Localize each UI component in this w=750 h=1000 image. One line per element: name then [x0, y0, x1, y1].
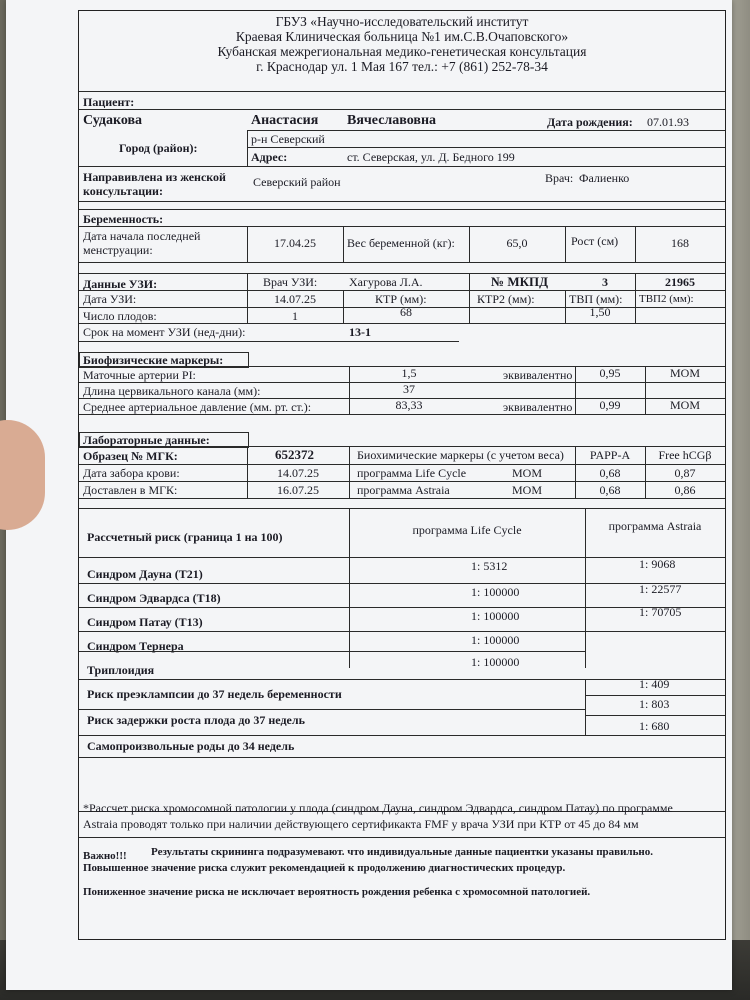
us-date-value: 14.07.25	[274, 292, 316, 306]
divider	[575, 366, 576, 414]
lmp-value: 17.04.25	[274, 236, 316, 250]
divider	[79, 583, 725, 584]
prog1-hcg: 0,87	[674, 466, 696, 480]
divider	[343, 226, 344, 262]
term-label: Срок на момент УЗИ (нед-дни):	[83, 325, 246, 339]
divider	[79, 651, 585, 652]
header-line-4: г. Краснодар ул. 1 Мая 167 тел.: +7 (861) 252-78-34	[256, 59, 548, 74]
divider	[349, 446, 350, 498]
notice-line-1: Результаты скрининга подразумевают. что индивидуальные данные пациентки указаны правильно.	[151, 846, 654, 858]
fetus-label: Число плодов:	[83, 309, 157, 323]
notice-important: Важно!!!	[83, 850, 127, 862]
height-label: Рост (см)	[571, 234, 619, 248]
prog1-label: программа Life Cycle	[357, 466, 467, 480]
ktr-label: КТР (мм):	[375, 292, 427, 306]
prog1-pappa: 0,68	[599, 466, 621, 480]
divider	[349, 366, 350, 414]
referral-value: Северский район	[253, 175, 341, 189]
sample-value: 652372	[275, 447, 314, 462]
risk-row-label: Синдром Дауна (Т21)	[87, 567, 203, 581]
bio-row-label: Среднее артериальное давление (мм. рт. ст.):	[83, 400, 312, 414]
bio-row-unit: МОМ	[669, 366, 700, 380]
bio-row-value: 83,33	[395, 398, 423, 412]
hcg-label: Free hCGβ	[658, 448, 712, 462]
divider	[79, 91, 725, 92]
risk-row-label: Синдром Эдвардса (Т18)	[87, 591, 221, 605]
bio-row-eq: 0,95	[599, 366, 621, 380]
divider	[79, 557, 725, 558]
risk-header-label: Рассчетный риск (граница 1 на 100)	[87, 530, 283, 544]
divider	[247, 147, 725, 148]
risk-extra-value: 1: 409	[639, 677, 670, 691]
risk-row-lc: 1: 100000	[471, 609, 520, 623]
divider	[79, 757, 725, 758]
risk-row-as: 1: 22577	[639, 582, 682, 596]
deliver-label: Доставлен в МГК:	[83, 483, 178, 497]
risk-extra-label: Риск задержки роста плода до 37 недель	[87, 713, 305, 727]
paper-sheet	[6, 0, 732, 990]
risk-col1-label: программа Life Cycle	[412, 523, 522, 537]
divider	[79, 262, 725, 263]
tvp-label: ТВП (мм):	[569, 292, 623, 306]
collect-value: 14.07.25	[277, 466, 319, 480]
divider	[469, 273, 470, 323]
bio-row-value: 1,5	[401, 366, 417, 380]
risk-row-lc: 1: 100000	[471, 633, 520, 647]
risk-extra-label: Риск преэклампсии до 37 недель беременности	[87, 687, 342, 701]
address-label: Адрес:	[251, 150, 288, 164]
divider	[79, 226, 725, 227]
risk-extra-value: 1: 803	[639, 697, 670, 711]
fetus-value: 1	[292, 309, 298, 323]
patient-section-label: Пациент:	[83, 95, 135, 109]
ultrasound-section-label: Данные УЗИ:	[83, 277, 158, 291]
risk-row-as: 1: 9068	[639, 557, 676, 571]
us-doctor-value: Хагурова Л.А.	[349, 275, 423, 289]
risk-row-label: Синдром Тернера	[87, 639, 184, 653]
mkpd-val: 21965	[665, 275, 695, 289]
divider	[565, 226, 566, 262]
prog2-label: программа Astraia	[357, 483, 450, 497]
thumb	[0, 420, 45, 530]
document-form	[78, 10, 726, 940]
divider	[585, 715, 725, 716]
risk-row-label: Синдром Патау (Т13)	[87, 615, 203, 629]
divider	[79, 607, 725, 608]
us-date-label: Дата УЗИ:	[83, 292, 137, 306]
ktr2-label: КТР2 (мм):	[477, 292, 535, 306]
divider	[79, 837, 725, 838]
risk-row-label: Триплоидия	[87, 663, 155, 677]
lmp-label-2: менструации:	[83, 243, 153, 257]
risk-extra-label: Самопроизвольные роды до 34 недель	[87, 739, 295, 753]
tvp-value: 1,50	[589, 305, 611, 319]
divider	[79, 273, 725, 274]
risk-row-lc: 1: 5312	[471, 559, 508, 573]
referral-label-2: консультации:	[83, 184, 163, 198]
bio-row-value: 37	[403, 382, 415, 396]
risk-extra-value: 1: 680	[639, 719, 670, 733]
weight-value: 65,0	[506, 236, 528, 250]
divider	[79, 508, 725, 509]
prog2-pappa: 0,68	[599, 483, 621, 497]
divider	[79, 498, 725, 499]
risk-row-as: 1: 70705	[639, 605, 682, 619]
us-doctor-label: Врач УЗИ:	[263, 275, 318, 289]
divider	[79, 735, 725, 736]
tvp2-label: ТВП2 (мм):	[639, 293, 694, 305]
doctor-value: Фалиенко	[579, 171, 630, 185]
prog2-unit: МОМ	[511, 483, 542, 497]
patient-first-name: Анастасия	[251, 113, 319, 128]
bio-row-label: Маточные артерии PI:	[83, 368, 196, 382]
divider	[645, 366, 646, 414]
notice-line-3: Пониженное значение риска не исключает вероятность рождения ребенка с хромосомной патологией.	[83, 886, 591, 898]
risk-row-lc: 1: 100000	[471, 585, 520, 599]
footnote-line-1: *Рассчет риска хромосомной патологии у плода (синдром Дауна, синдром Эдвардса, синдром Патау) по программе	[83, 801, 673, 815]
bio-row-unit: МОМ	[669, 398, 700, 412]
prog2-hcg: 0,86	[674, 483, 696, 497]
risk-col2-label: программа Astraia	[608, 519, 702, 533]
bio-row-eq-label: эквивалентно	[503, 400, 573, 414]
divider	[247, 130, 248, 166]
divider	[79, 631, 725, 632]
deliver-value: 16.07.25	[277, 483, 319, 497]
divider	[79, 166, 725, 167]
patient-last-name: Судакова	[83, 113, 143, 128]
divider	[79, 464, 725, 465]
pregnancy-section-label: Беременность:	[83, 212, 164, 226]
pappa-label: PAPP-A	[589, 448, 631, 462]
height-value: 168	[671, 236, 689, 250]
header-line-3: Кубанская межрегиональная медико-генетическая консультация	[217, 44, 587, 59]
sample-label: Образец № МГК:	[83, 449, 178, 463]
bio-row-eq: 0,99	[599, 398, 621, 412]
city-value: р-н Северский	[251, 132, 325, 146]
dob-label: Дата рождения:	[547, 115, 633, 129]
divider	[79, 201, 725, 202]
city-label: Город (район):	[119, 141, 198, 155]
patient-patronymic: Вячеславовна	[347, 113, 437, 128]
divider	[585, 679, 586, 735]
term-value: 13-1	[349, 325, 371, 339]
divider	[79, 290, 725, 291]
divider	[247, 130, 725, 131]
header-line-2: Краевая Клиническая больница №1 им.С.В.Очаповского»	[235, 29, 569, 44]
dob-value: 07.01.93	[647, 115, 689, 129]
referral-label-1: Направивлена из женской	[83, 170, 226, 184]
ktr-value: 68	[400, 305, 412, 319]
divider	[79, 679, 725, 680]
biochem-label: Биохимические маркеры (с учетом веса)	[357, 448, 564, 462]
footnote-line-2: Astraia проводят только при наличии действующего сертификакта FMF у врача УЗИ при КТР от 45 до 84 мм	[83, 817, 639, 831]
lmp-label-1: Дата начала последней	[83, 229, 201, 243]
lab-section-label: Лабораторные данные:	[83, 433, 210, 447]
prog1-unit: МОМ	[511, 466, 542, 480]
bio-row-label: Длина цервикального канала (мм):	[83, 384, 261, 398]
divider	[79, 323, 725, 324]
divider	[79, 109, 725, 110]
address-value: ст. Северская, ул. Д. Бедного 199	[347, 150, 515, 164]
divider	[79, 481, 725, 482]
notice-line-2: Повышенное значение риска служит рекомендацией к продолжению диагностических процедур.	[83, 862, 566, 874]
header-line-1: ГБУЗ «Научно-исследовательский институт	[275, 14, 529, 29]
collect-label: Дата забора крови:	[83, 466, 180, 480]
doctor-label: Врач:	[545, 171, 574, 185]
mkpd-num: 3	[602, 275, 608, 289]
divider	[585, 695, 725, 696]
divider	[79, 341, 459, 342]
mkpd-label: № МКПД	[491, 274, 549, 289]
divider	[79, 209, 725, 210]
biophysical-section-label: Биофизические маркеры:	[83, 353, 224, 367]
bio-row-eq-label: эквивалентно	[503, 368, 573, 382]
divider	[79, 446, 725, 447]
risk-row-lc: 1: 100000	[471, 655, 520, 669]
weight-label: Вес беременной (кг):	[347, 236, 455, 250]
divider	[79, 709, 585, 710]
divider	[79, 414, 725, 415]
